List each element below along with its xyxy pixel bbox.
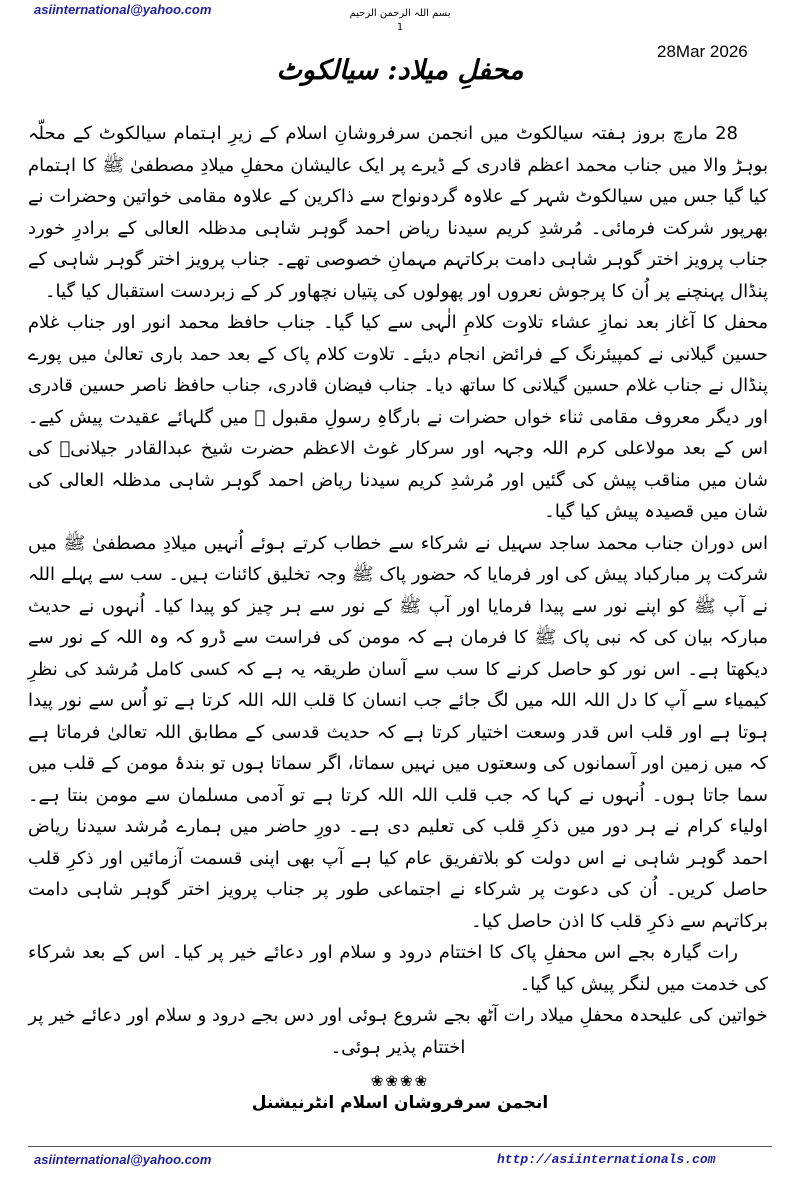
flower-ornament: ❀❀❀❀ [370, 1072, 430, 1090]
paragraph-intro: 28 مارچ بروز ہفتہ سیالکوٹ میں انجمن سرفروشانِ اسلام کے زیرِ اہتمام سیالکوٹ کے محلّہ بوہڑ والا میں جناب محمد اعظم قادری کے ڈیرے پر ایک عالیشان محفلِ میلادِ مصطفیٰ ﷺ کا اہتمام کیا گیا جس میں سیالکوٹ شہر کے علاوہ گردونواح سے ذاکرین کے علاوہ مقامی خواتین وحضرات نے بھرپور شرکت فرمائی۔ مُرشدِ کریم سیدنا ریاض احمد گوہر شاہی مدظلہ العالی کے برادرِ خورد جناب پرویز اختر گوہر شاہی دامت برکاتہم مہمانِ خصوصی تھے۔ جناب پرویز اختر گوہر شاہی کے پنڈال پہنچنے پر اُن کا پرجوش نعروں اور پھولوں کی پتیاں نچھاور کر کے زبردست استقبال کیا گیا۔ [28, 123, 768, 302]
paragraph-program: محفل کا آغاز بعد نمازِ عشاء تلاوت کلامِ الٰہی سے کیا گیا۔ جناب حافظ محمد انور اور جناب غلام حسین گیلانی نے کمپیئرنگ کے فرائض انجام دیئے۔ تلاوت کلام پاک کے بعد حمد باری تعالیٰ میں پورے پنڈال نے جناب غلام حسین گیلانی کا ساتھ دیا۔ جناب فیضان قادری، جناب حافظ ناصر حسین قادری اور دیگر معروف مقامی ثناء خواں حضرات نے بارگاہِ رسولِ مقبول ﷺ میں گلہائے عقیدت پیش کیے۔ اس کے بعد مولاعلی کرم اللہ وجہہ اور سرکار غوث الاعظم حضرت شیخ عبدالقادر جیلانیؒ کی شان میں مناقب پیش کی گئیں اور مُرشدِ کریم سیدنا ریاض احمد گوہر شاہی مدظلہ العالی کی شان میں قصیدہ پیش کیا گیا۔ [28, 312, 768, 522]
footer-email-link[interactable]: asiinternational@yahoo.com [34, 1152, 212, 1167]
footer-website-link[interactable]: http://asiinternationals.com [497, 1152, 716, 1167]
header-email[interactable]: asiinternational@yahoo.com [34, 2, 212, 17]
bismillah-text: بسم اللہ الرحمن الرحیم [349, 8, 451, 19]
article-date: 28Mar 2026 [657, 42, 748, 61]
paragraph-speech: اس دوران جناب محمد ساجد سہیل نے شرکاء سے خطاب کرتے ہوئے اُنہیں میلادِ مصطفیٰ ﷺ میں شرکت پر مبارکباد پیش کی اور فرمایا کہ حضور پاک ﷺ وجہ تخلیق کائنات ہیں۔ سب سے پہلے اللہ نے آپ ﷺ کو اپنے نور سے پیدا فرمایا اور آپ ﷺ کے نور سے ہر چیز کو پیدا کیا۔ اُنہوں نے حدیث مبارکہ بیان کی کہ نبی پاک ﷺ کا فرمان ہے کہ مومن کی فراست سے ڈرو کہ وہ اللہ کے نور سے دیکھتا ہے۔ اس نور کو حاصل کرنے کا سب سے آسان طریقہ یہ ہے کہ کسی کامل مُرشد کی نظرِ کیمیاء سے آپ کا دل اللہ اللہ میں لگ جائے جب انسان کا قلب اللہ اللہ کرتا ہے تو اُس سے نور پیدا ہوتا ہے اور قلب اس قدر وسعت اختیار کرتا ہے کہ حدیث قدسی کے مطابق اللہ تعالیٰ فرماتا ہے کہ میں زمین اور آسمانوں کی وسعتوں میں نہیں سماتا، اگر سماتا ہوں تو بندۂ مومن کے قلب میں سما جاتا ہوں۔ اُنہوں نے کہا کہ جب قلب اللہ اللہ کرتا ہے تو آدمی مسلمان سے مومن بنتا ہے۔ اولیاء کرام نے ہر دور میں ذکرِ قلب کی تعلیم دی ہے۔ دورِ حاضر میں ہمارے مُرشد سیدنا ریاض احمد گوہر شاہی نے اس دولت کو بلاتفریق عام کیا ہے آپ بھی اپنی قسمت آزمائیں اور ذکرِ قلب حاصل کریں۔ اُن کی دعوت پر شرکاء نے اجتماعی طور پر جناب پرویز اختر گوہر شاہی دامت برکاتہم سے ذکرِ قلب کا اذن حاصل کیا۔ [28, 532, 768, 932]
footer-divider [28, 1146, 772, 1147]
page-number: 1 [396, 22, 404, 33]
paragraph-women-gathering: خواتین کی علیحدہ محفلِ میلاد رات آٹھ بجے شروع ہوئی اور دس بجے درود و سلام اور دعائے خیر پر اختتام پذیر ہوئی۔ [28, 1005, 768, 1058]
article-title: محفلِ میلاد: سیالکوٹ [276, 55, 524, 86]
organization-name: انجمن سرفروشان اسلام انٹرنیشنل [251, 1093, 549, 1113]
paragraph-closing: رات گیارہ بجے اس محفلِ پاک کا اختتام درود و سلام اور دعائے خیر پر کیا۔ اس کے بعد شرکاء کی خدمت میں لنگر پیش کیا گیا۔ [28, 942, 768, 995]
article-body [28, 118, 768, 1063]
